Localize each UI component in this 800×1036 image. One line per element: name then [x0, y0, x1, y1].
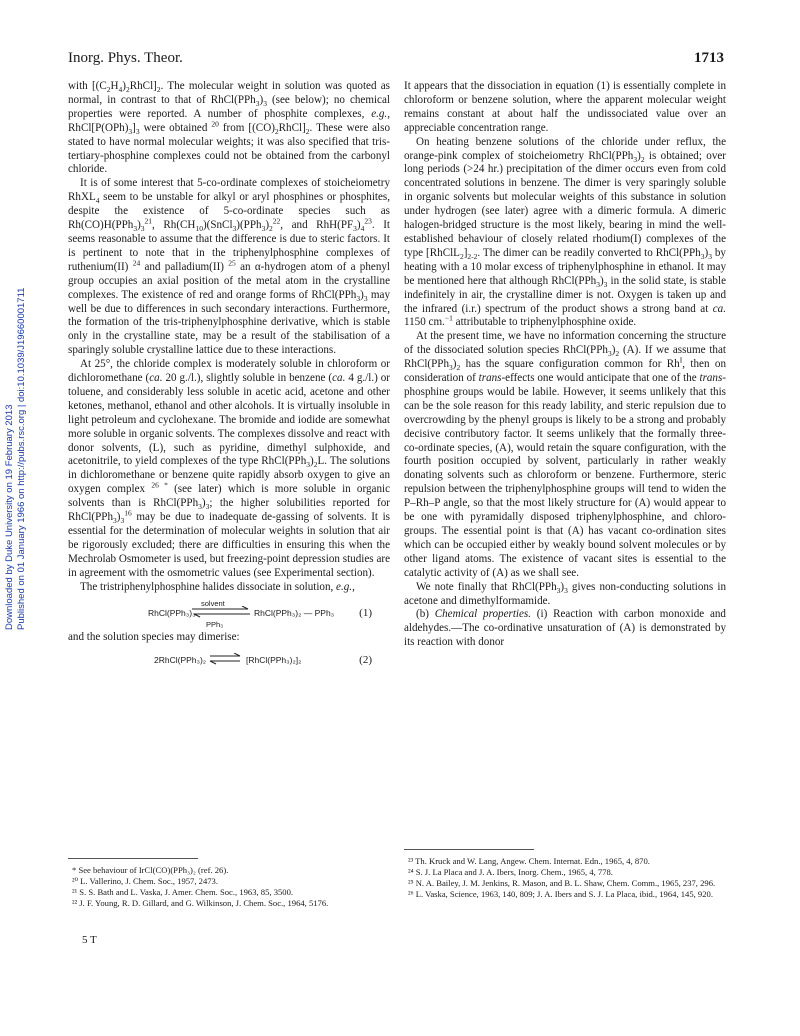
equation-number: (1) — [359, 606, 372, 619]
equation-number: (2) — [359, 654, 372, 667]
equilibrium-arrow-icon — [208, 653, 242, 665]
page-number: 1713 — [694, 50, 724, 66]
running-header — [68, 50, 724, 70]
equation-condition: PPh₃ — [206, 619, 224, 629]
footnote: ²² J. F. Young, R. D. Gillard, and G. Wilkinson, J. Chem. Soc., 1964, 5176. — [72, 898, 329, 909]
paragraph: It appears that the dissociation in equation (1) is essentially complete in chloroform or benzene solution, where the apparent molecular weight remains constant at about half the undissociated value over an appreciable concentration range. — [404, 80, 726, 134]
footnote-divider — [68, 858, 198, 859]
download-watermark — [2, 250, 28, 630]
download-note: Downloaded by Duke University on 19 February 2013 — [4, 404, 15, 630]
signature-mark: 5 T — [82, 934, 97, 946]
left-footnotes — [68, 865, 390, 909]
paragraph: The tristriphenylphosphine halides dissociate in solution, e.g., — [80, 580, 355, 593]
footnote-divider — [404, 849, 534, 850]
equation-lhs: 2RhCl(PPh₃)₂ — [154, 655, 207, 666]
left-column — [68, 80, 390, 670]
paragraph: On heating benzene solutions of the chloride under reflux, the orange-pink complex of stoicheiometry $RhCl(PPh_3)_2$ is obtained; over long periods (>24 hr.) precipitation of the dimer occurs even from cold concentrated solutions in benzene. The dimer is very sparingly soluble in organic solvents but molecular weights of this substance in solution under hydrogen (see later) agree with a dimeric formula. A dimeric halogen-bridged structure is the most likely, bearing in mind the well-established behaviour of closely related rhodium(I) complexes of the type $[RhClL_2]_{2-2}$. The dimer can be readily converted to $RhCl(PPh_3)_3$ by heating with a 10 molar excess of triphenylphosphine in ethanol. It may be mentioned here that although $RhCl(PPh_3)_3$ in the solid state, is stable indefinitely in air, the crystalline dimer is not. Oxygen is taken up and the infrared (i.r.) spectrum of the product shows a strong band at ca. 1150 cm.$^{-1}$ attributable to triphenylphosphine oxide. — [404, 135, 726, 329]
paragraph: At the present time, we have no information concerning the structure of the dissociated solution species $RhCl(PPh_3)_2$ (A). If we assume that $RhCl(PPh_3)_2$ has the square configuration common for $Rh^I$, then on consideration of trans-effects one would anticipate that one of the trans-phosphine groups would be labile. However, it seems unlikely that this can be the sole reason for this ready lability, and steric repulsion due to overcrowding by the phenyl groups is likely to be a strong and probably decisive contributory factor. It seems unlikely that the formally three-co-ordinate species, (A), would retain the square configuration, with the fourth position occupied by solvent, particularly in rather weakly donating solvents such as chloroform or benzene. Furthermore, steric repulsion between the triphenylphosphine groups will tend to widen the P–Rh–P angle, so that the most likely structure for (A) would appear to be one with pyramidally disposed triphenylphosphine, and chloro-groups. The essential point is that (A) has vacant co-ordination sites which can be occupied either by weakly bound solvent molecules or by other ligand atoms. The existence of vacant sites is essential to the catalytic activity of (A) as we shall see. — [404, 330, 726, 579]
right-column — [404, 80, 726, 650]
equilibrium-arrow-icon — [190, 606, 252, 618]
footnote: ²⁰ L. Vallerino, J. Chem. Soc., 1957, 2473. — [72, 876, 218, 887]
paragraph: At 25°, the chloride complex is moderately soluble in chloroform or dichloromethane (ca. 20 g./l.), slightly soluble in benzene (ca. 4 g./l.) or toluene, and considerably less soluble in acetic acid, acetone and other ketones, methanol, ethanol and other alcohols. It is virtually insoluble in light petroleum and cyclohexane. The bromide and iodide are somewhat more soluble in organic solvents. The complexes dissolve and react with donor solvents, (L), such as pyridine, dimethyl sulphoxide, and acetonitrile, to yield complexes of the type $RhCl(PPh_3)_2L$. The solutions in dichloromethane or benzene quite rapidly absorb oxygen to give an oxygen complex $^{26 *}$ (see later) which is more soluble in organic solvents than is $RhCl(PPh_3)_3$; the higher solubilities reported for $RhCl(PPh_3)_3^{16}$ may be due to inadequate de-gassing of solvents. It is essential for the determination of molecular weights in solution that air be rigorously excluded; there are difficulties in ensuring this when the Mechrolab Osmometer is used, but freezing-point depression studies are in agreement with the osmometric values (see Experimental section). — [68, 358, 391, 579]
paragraph: It is of some interest that 5-co-ordinate complexes of stoicheiometry RhXL$_4$ seem to be unstable for alkyl or aryl phosphines or phosphites, despite the existence of 5-co-ordinate species such as $Rh(CO)H(PPh_3)_3^{21}$, $Rh(CH_{10})(SnCl_3)(PPh_3)_2^{22}$, and $RhH(PF_3)_4^{23}$. It seems reasonable to assume that the difference is due to steric factors. It is pertinent to note that in the triphenylphosphine complexes of ruthenium(II) $^{24}$ and palladium(II) $^{25}$ an α-hydrogen atom of a phenyl group occupies an axial position of the metal atom in the crystalline complexes. The existence of red and orange forms of $RhCl(PPh_3)_3$ may well be due to differences in such secondary interactions. Furthermore, the formation of the tris-triphenylphosphine derivative, which is stable only in the crystalline state, may be a result of the stabilisation of a sparingly soluble crystalline lattice due to these interactions. — [68, 177, 391, 357]
equation-rhs: [RhCl(PPh₃)₂]₂ — [246, 655, 302, 666]
doi-link[interactable]: Published on 01 January 1966 on http://pubs.rsc.org | doi:10.1039/J19660001711 — [16, 287, 27, 630]
equation-condition: solvent — [201, 598, 225, 608]
footnote: ²³ Th. Kruck and W. Lang, Angew. Chem. Internat. Edn., 1965, 4, 870. — [408, 856, 650, 866]
footnote: ²⁵ N. A. Bailey, J. M. Jenkins, R. Mason, and B. L. Shaw, Chem. Comm., 1965, 237, 296. — [408, 878, 716, 889]
paragraph: (b) Chemical properties. (i) Reaction with carbon monoxide and aldehydes.—The co-ordinative unsaturation of (A) is demonstrated by its reaction with donor — [404, 608, 726, 649]
paragraph: and the solution species may dimerise: — [68, 630, 240, 643]
equation-lhs: RhCl(PPh₃)₃ — [148, 607, 196, 618]
footnote: ²¹ S. S. Bath and L. Vaska, J. Amer. Chem. Soc., 1963, 85, 3500. — [72, 887, 294, 898]
equation-rhs: RhCl(PPh₃)₂ — PPh₃ — [254, 607, 335, 618]
journal-title: Inorg. Phys. Theor. — [68, 50, 183, 66]
footnote: ²⁶ L. Vaska, Science, 1963, 140, 809; J. A. Ibers and S. J. La Placa, ibid., 1964, 145, 920. — [408, 889, 713, 900]
equation-2 — [68, 648, 390, 670]
equation-1 — [68, 597, 390, 627]
paragraph: We note finally that $RhCl(PPh_3)_3$ gives non-conducting solutions in acetone and dimethylformamide. — [404, 580, 726, 607]
footnote: ²⁴ S. J. La Placa and J. A. Ibers, Inorg. Chem., 1965, 4, 778. — [408, 867, 613, 878]
paragraph: with $[(C_2H_4)_2RhCl]_2$. The molecular weight in solution was quoted as normal, in contrast to that of $RhCl(PPh_3)_3$ (see below); no chemical properties were reported. A number of phosphite complexes, e.g., $RhCl[P(OPh)_3]_3$ were obtained $^{20}$ from $[(CO)_2RhCl]_2$. These were also stated to have normal molecular weights; it was also specified that tris-tertiary-phosphine complexes could not be obtained from the carbonyl chloride. — [68, 80, 390, 176]
right-footnotes — [404, 856, 726, 900]
footnote: * See behaviour of IrCl(CO)(PPh₃)₂ (ref. 26). — [72, 865, 229, 875]
